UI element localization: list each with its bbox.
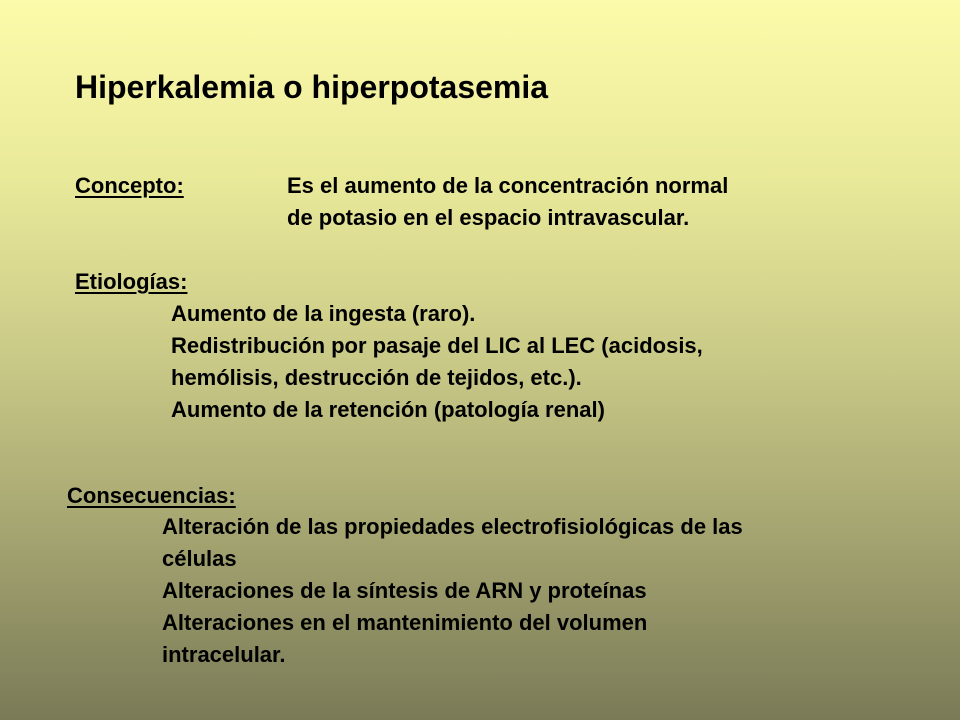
etiologias-list: [171, 298, 703, 426]
etiologias-item: Aumento de la retención (patología renal): [171, 397, 605, 422]
etiologias-label: Etiologías:: [75, 269, 188, 294]
consecuencias-item: Alteraciones en el mantenimiento del volumen: [162, 610, 648, 635]
etiologias-item: Redistribución por pasaje del LIC al LEC (acidosis,: [171, 333, 703, 358]
concepto-label: Concepto:: [75, 173, 184, 198]
consecuencias-item: células: [162, 546, 237, 571]
slide-title: Hiperkalemia o hiperpotasemia: [75, 69, 549, 105]
consecuencias-label: Consecuencias:: [67, 483, 236, 508]
consecuencias-item: Alteración de las propiedades electrofisiológicas de las: [162, 514, 743, 539]
concepto-line: Es el aumento de la concentración normal: [287, 173, 729, 198]
etiologias-item: Aumento de la ingesta (raro).: [171, 301, 476, 326]
concepto-definition: [287, 170, 728, 234]
consecuencias-item: Alteraciones de la síntesis de ARN y proteínas: [162, 578, 647, 603]
consecuencias-list: [162, 511, 743, 671]
etiologias-item: hemólisis, destrucción de tejidos, etc.).: [171, 365, 582, 390]
concepto-line: de potasio en el espacio intravascular.: [287, 205, 690, 230]
consecuencias-item: intracelular.: [162, 642, 286, 667]
